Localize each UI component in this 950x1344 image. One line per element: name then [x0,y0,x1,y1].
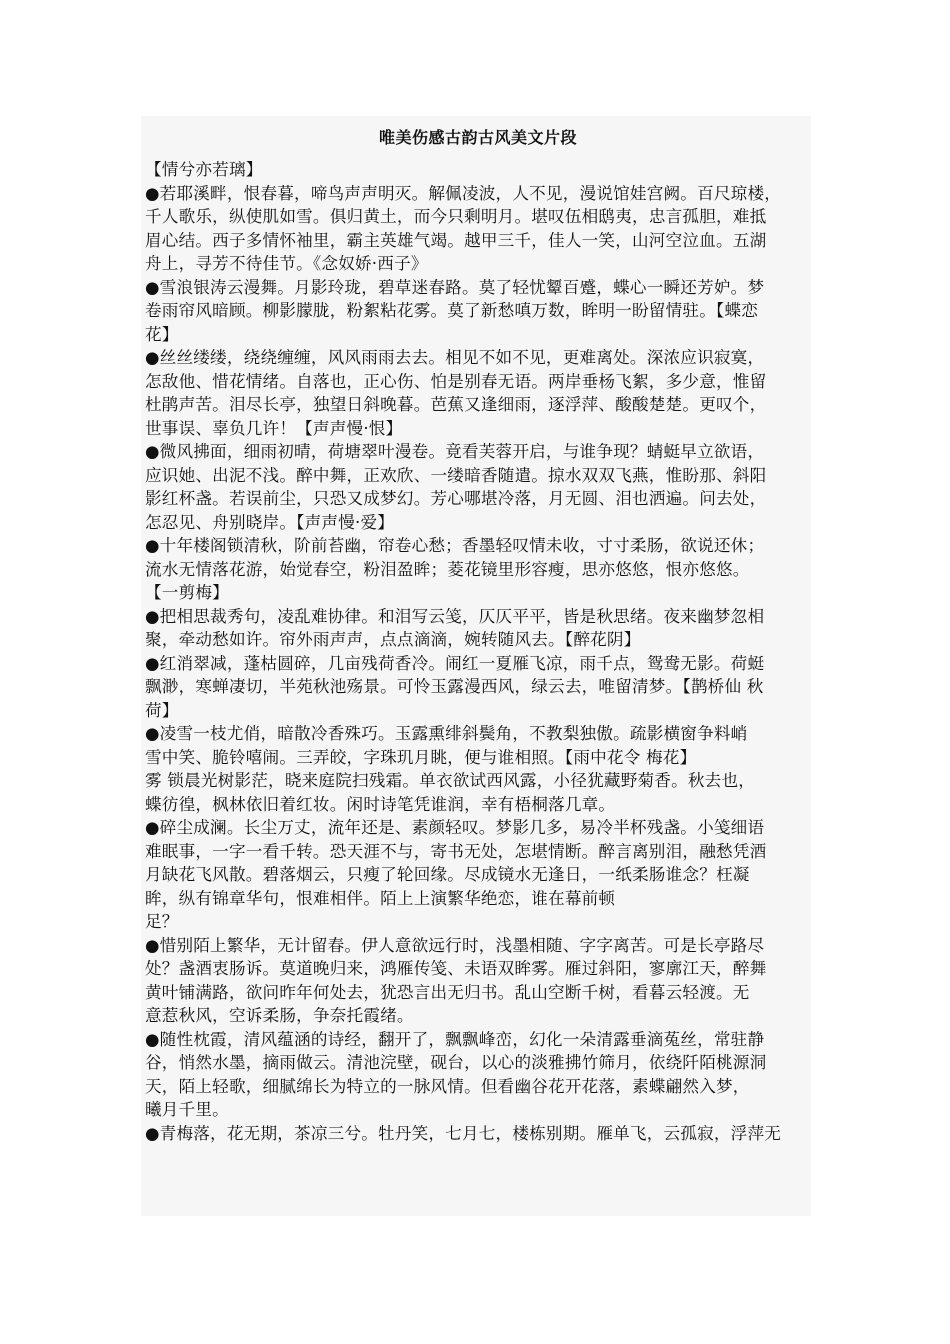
text-line: 天，陌上轻歌，细腻绵长为特立的一脉风情。但看幽谷花开花落，素蝶翩然入梦， [145,1076,750,1096]
text-line: ●凌雪一枝尤俏，暗散冷香殊巧。玉露熏绯斜鬓角，不教梨独傲。疏影横窗争料峭 [145,724,748,743]
text-line: 千人歌乐，纵使肌如雪。俱归黄土，而今只剩明月。堪叹伍相鸱夷，忠言孤胆，难抵 [145,207,767,226]
text-line: 怎敌他、惜花情绪。自落也，正心伤、怕是别春无语。两岸垂杨飞絮，多少意，惟留 [145,371,767,391]
text-line: ●丝丝缕缕，绕绕缠缠，风风雨雨去去。相见不如不见，更难离处。深浓应识寂寞， [145,348,765,367]
text-line: 难眠事，一字一看千转。恐天涯不与，寄书无处，怎堪情断。醉言离别泪，融愁凭酒 [145,841,767,861]
text-line: 世事误、辜负几许！【声声慢·恨】 [145,418,403,438]
text-line: 影红杯盏。若误前尘，只恐又成梦幻。芳心哪堪冷落，月无圆、泪也洒遍。问去处， [145,489,767,508]
text-line: 卷雨帘风暗顾。柳影朦胧，粉絮粘花雾。莫了新愁嗔万数，眸明一盼留情驻。【蝶恋 [145,301,759,320]
text-line: 飘渺，寒蝉凄切，半苑秋池殇景。可怜玉露漫西风，绿云去，唯留清梦。【鹊桥仙 秋 [145,677,764,696]
text-line: ●惜别陌上繁华，无计留春。伊人意欲远行时，浅墨相随、字字离苦。可是长亭路尽 [145,935,765,955]
text-line: 杜鹃声苦。泪尽长亭，独望日斜晚暮。芭蕉又逢细雨，逐浮萍、酸酸楚楚。更叹个， [145,395,767,414]
text-line: ●微风拂面，细雨初晴，荷塘翠叶漫卷。竟看芙蓉开启，与谁争现？蜻蜓早立欲语， [145,442,765,461]
text-line: 黄叶铺满路，欲问昨年何处去，犹恐言出无归书。乱山空断千树，看暮云轻渡。无 [145,982,750,1002]
text-line: 眉心结。西子多情怀袖里，霸主英雄气竭。越甲三千，佳人一笑，山河空泣血。五湖 [145,230,767,250]
text-line: 怎忍见、舟别晓岸。【声声慢·爱】 [145,512,395,532]
text-line: ●若耶溪畔，恨春暮，啼鸟声声明灭。解佩凌波，人不见，漫说馆娃宫阙。百尺琼楼， [145,183,782,203]
text-line: 雪中笑、脆铃嘻闹。三弄皎，字珠玑月眺，便与谁相照。【雨中花令 梅花】 [145,747,697,767]
text-line: ●红消翠减，蓬枯圆碎，几亩残荷香冷。闹红一夏雁飞凉，雨千点，鸳鸯无影。荷蜓 [145,653,765,673]
document-body [145,158,811,1145]
text-line: 雾 锁晨光树影茫，晓来庭院扫残霜。单衣欲试西风露，小径犹藏野菊香。秋去也， [145,771,756,790]
document-text-block [141,116,811,1216]
text-line: 花】 [145,324,179,344]
text-line: ●雪浪银涛云漫舞。月影玲珑，碧草迷春路。莫了轻忧颦百蹙，蝶心一瞬还芳妒。梦 [145,277,765,297]
text-line: ●随性枕霞，清风蕴涵的诗经，翻开了，飘飘峰峦，幻化一朵清露垂滴菟丝，常驻静 [145,1029,765,1049]
text-line: 应识她、出泥不浅。醉中舞，正欢欣、一缕暗香随遣。掠水双双飞燕，惟盼那、斜阳 [145,465,767,485]
text-line: 眸，纵有锦章华句，恨难相伴。陌上上演繁华绝恋，谁在幕前顿 [145,888,616,908]
text-line: 处？盏酒衷肠诉。莫道晚归来，鸿雁传笺、未语双眸雾。雁过斜阳，寥廓江天，醉舞 [145,959,767,978]
text-line: ●青梅落，花无期，茶凉三兮。牡丹笑，七月七，楼栋别期。雁单飞，云孤寂，浮萍无 [145,1123,782,1143]
text-line: 谷，悄然水墨，摘雨做云。清池浣壁，砚台，以心的淡雅拂竹筛月，依绕阡陌桃源洞 [145,1053,767,1072]
text-line: 荷】 [145,700,179,720]
document-title: 唯美伤感古韵古风美文片段 [378,128,577,147]
text-line: 舟上，寻芳不待佳节。《念奴娇·西子》 [145,254,428,273]
text-line: 流水无情落花游，始觉春空，粉泪盈眸；菱花镜里形容瘦，思亦悠悠，恨亦悠悠。 [145,559,750,579]
text-line: 意惹秋风，空诉柔肠，争奈托霞绪。 [145,1006,414,1025]
text-line: ●十年楼阁锁清秋，阶前苔幽，帘卷心愁；香墨轻叹情未收，寸寸柔肠，欲说还休； [145,536,765,555]
text-line: 蝶彷徨，枫林依旧着红妆。闲时诗笔凭谁润，幸有梧桐落几章。 [145,794,616,814]
text-line: 【一剪梅】 [145,583,229,602]
text-line: ●碎尘成澜。长尘万丈，流年还是、素颜轻叹。梦影几多，易冷半杯残盏。小笺细语 [145,818,765,837]
text-line: ●把相思裁秀句，凌乱难协律。和泪写云笺，仄仄平平，皆是秋思绪。夜来幽梦忽相 [145,606,765,626]
text-line: 聚，牵动愁如许。帘外雨声声，点点滴滴，婉转随风去。【醉花阴】 [145,630,641,649]
text-line: 月缺花飞风散。碧落烟云，只瘦了轮回缘。尽成镜水无逢日，一纸柔肠谁念？枉凝 [145,865,750,884]
text-line: 曦月千里。 [145,1100,229,1119]
text-line: 【情兮亦若璃】 [145,160,263,179]
text-line: 足？ [145,912,179,931]
